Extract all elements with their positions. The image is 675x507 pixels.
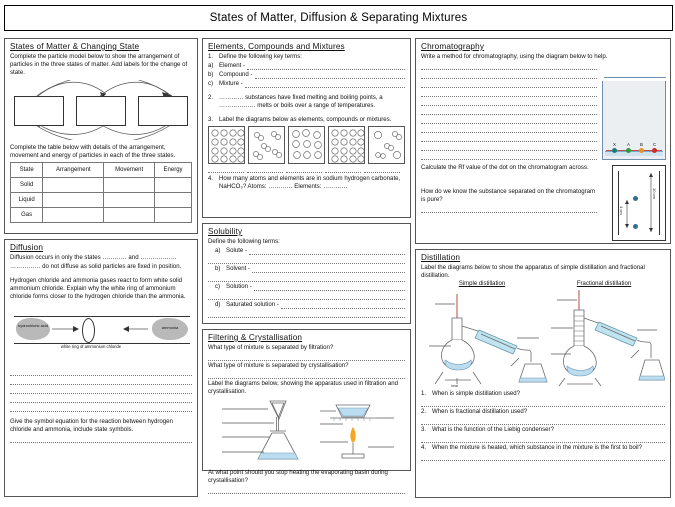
white-ring-caption: white ring of ammonium chloride (60, 344, 122, 349)
diagram-label-1[interactable] (208, 165, 244, 173)
particle-diagram-1 (208, 126, 245, 164)
worksheet-title-bar (4, 5, 673, 31)
q1a-letter: a) (208, 62, 214, 69)
subhead-fractional-distillation: Fractional distillation (576, 281, 632, 287)
elements-q1b (208, 71, 405, 79)
row-label-liquid: Liquid (11, 193, 43, 208)
row-label-gas: Gas (11, 208, 43, 223)
distillation-diagrams (421, 288, 665, 390)
chromatography-purity-answer[interactable] (421, 205, 597, 213)
q3-number: 3. (208, 116, 214, 123)
diffusion-final-question: Give the symbol equation for the reaction between hydrogen chloride and ammonia, include state symbols. (10, 418, 173, 433)
item-b-text: Solvent - (226, 265, 251, 272)
elements-heading: Elements, Compounds and Mixtures (208, 42, 345, 51)
dq4-number: 4. (421, 444, 427, 451)
panel-states-of-matter (4, 38, 198, 234)
panel-diffusion (4, 239, 198, 497)
label-hydrochloric-acid: hydrochloric acid (17, 323, 48, 328)
chromatography-heading: Chromatography (421, 42, 485, 51)
item-c-text: Solution - (226, 283, 252, 290)
distillation-answer-1[interactable] (421, 399, 665, 407)
particle-box-liquid (76, 96, 126, 126)
states-heading: States of Matter & Changing State (10, 42, 140, 51)
q1b-letter: b) (208, 71, 214, 78)
chromatogram-spot-c (652, 148, 657, 153)
filtering-q4-answer[interactable] (208, 486, 405, 494)
particle-box-solid (14, 96, 64, 126)
cell-gas-arrangement[interactable] (43, 208, 104, 223)
distillation-question-4 (421, 444, 665, 452)
chromatography-method-line-1[interactable] (421, 62, 597, 70)
diffusion-answer-line-3[interactable] (10, 386, 192, 394)
particle-diagram-4 (328, 126, 365, 164)
q1a-answer-line[interactable] (247, 62, 405, 70)
table-row (11, 208, 192, 223)
panel-filtering-crystallisation (202, 329, 411, 484)
item-b-line[interactable] (252, 265, 405, 273)
q4-text: How many atoms and elements are in sodium hydrogen carbonate, NaHCO₃? Atoms: ………… Elements: ………… (219, 175, 401, 190)
particle-diagram-5 (368, 126, 405, 164)
dq1-text: When is simple distillation used? (432, 390, 521, 397)
item-d-letter: d) (215, 301, 221, 308)
distillation-heading: Distillation (421, 253, 461, 262)
panel-distillation (415, 249, 671, 498)
solubility-line-d2[interactable] (208, 310, 405, 318)
particle-diagram-3 (288, 126, 325, 164)
measure-label-spot: 4 cm (619, 206, 624, 215)
th-arrangement: Arrangement (43, 163, 104, 178)
chromatography-method-line-10[interactable] (421, 143, 597, 151)
subhead-simple-distillation: Simple distillation (458, 281, 506, 287)
cell-solid-movement[interactable] (104, 178, 155, 193)
table-header-row (11, 163, 192, 178)
chromatography-method-line-9[interactable] (421, 134, 597, 142)
dq3-number: 3. (421, 426, 427, 433)
diffusion-heading: Diffusion (10, 243, 44, 252)
elements-q1a (208, 62, 405, 70)
fractional-distillation-apparatus (551, 290, 665, 386)
chromatography-rf-question: Calculate the Rf value of the dot on the chromatogram across. (421, 164, 589, 171)
q1b-answer-line[interactable] (255, 71, 405, 79)
filtering-q3: Label the diagrams below, showing the apparatus used in filtration and crystallisation. (208, 380, 399, 395)
chromatogram-spot-a (626, 148, 631, 153)
diffusion-tube-diagram (10, 304, 192, 366)
row-label-solid: Solid (11, 178, 43, 193)
panel-chromatography (415, 38, 671, 244)
q2-text: ………… substances have fixed melting and boiling points, a ……………… melts or boils over a range of temperatures. (219, 94, 383, 109)
elements-q2 (208, 94, 405, 110)
filtration-apparatus (222, 401, 298, 459)
elements-q4 (208, 175, 405, 191)
measure-label-total: 10 cm (652, 188, 657, 199)
chromatography-method-line-4[interactable] (421, 89, 597, 97)
chromatogram-spot-b (639, 148, 644, 153)
distillation-answer-3[interactable] (421, 435, 665, 443)
diffusion-answer-line-2[interactable] (10, 377, 192, 385)
q2-number: 2. (208, 94, 214, 101)
chromatography-method-line-3[interactable] (421, 80, 597, 88)
diffusion-answer-line-1[interactable] (10, 368, 192, 376)
diffusion-line-1: Diffusion occurs in only the states ………… and ……………… (10, 254, 177, 261)
q4-number: 4. (208, 175, 214, 182)
cell-solid-arrangement[interactable] (43, 178, 104, 193)
diffusion-answer-line-5[interactable] (10, 404, 192, 412)
item-d-text: Saturated solution - (226, 301, 279, 308)
item-c-letter: c) (215, 283, 221, 290)
rf-chromatogram-diagram (614, 165, 666, 239)
states-intro: Complete the particle model below to show the arrangement of particles in the three states of matter. Add labels for the change of state. (10, 53, 188, 76)
middle-column (202, 38, 411, 484)
item-a-letter: a) (215, 247, 221, 254)
label-ammonia: ammonia (161, 325, 179, 330)
solubility-item-d (208, 301, 405, 309)
solubility-line-a2[interactable] (208, 256, 405, 264)
diagram-label-2[interactable] (247, 165, 283, 173)
distillation-question-3 (421, 426, 665, 434)
filtering-heading: Filtering & Crystallisation (208, 333, 303, 342)
distillation-question-2 (421, 408, 665, 416)
elements-q1c (208, 80, 405, 88)
spot-label-c: C (653, 142, 657, 147)
q1c-answer-line[interactable] (245, 80, 405, 88)
q1a-text: Element - (219, 62, 246, 69)
distillation-answer-2[interactable] (421, 417, 665, 425)
solubility-item-b (208, 265, 405, 273)
elements-q1 (208, 53, 405, 61)
diffusion-paragraph: Hydrogen chloride and ammonia gases react to form white solid ammonium chloride. Explain why the white ring of ammonium chloride forms closer to the hydrogen chloride than the ammonia. (10, 277, 186, 300)
diagram-label-3[interactable] (286, 165, 322, 173)
filtration-crystallisation-diagrams (208, 397, 405, 469)
diagram-label-4[interactable] (325, 165, 361, 173)
cell-solid-energy[interactable] (155, 178, 192, 193)
chromatography-tank (602, 81, 666, 160)
dq2-number: 2. (421, 408, 427, 415)
th-movement: Movement (104, 163, 155, 178)
chromatogram-spot-x (612, 148, 617, 153)
particle-model-diagram (10, 80, 192, 140)
solubility-line-c2[interactable] (208, 292, 405, 300)
filtering-q2: What type of mixture is separated by crystallisation? (208, 362, 349, 369)
filtering-q4: At what point should you stop heating the evaporating basin during crystallisation? (208, 469, 388, 484)
diffusion-answer-line-4[interactable] (10, 395, 192, 403)
panel-solubility (202, 223, 411, 324)
right-column (415, 38, 671, 503)
dq1-number: 1. (421, 390, 427, 397)
cell-liquid-arrangement[interactable] (43, 193, 104, 208)
states-table-intro: Complete the table below with details of the arrangement, movement and energy of particles in each of the three states. (10, 144, 176, 159)
particle-diagram-row (208, 126, 405, 164)
chromatography-method-line-7[interactable] (421, 116, 597, 124)
distillation-answer-4[interactable] (421, 453, 665, 461)
table-row (11, 193, 192, 208)
diagram-label-5[interactable] (364, 165, 400, 173)
q1c-letter: c) (208, 80, 214, 87)
crystallisation-apparatus (320, 405, 394, 458)
svg-text:heat: heat (451, 384, 458, 388)
chromatography-method-line-5[interactable] (421, 98, 597, 106)
particle-box-gas (138, 96, 188, 126)
chromatography-method-line-11[interactable] (421, 152, 597, 160)
dq3-text: What is the function of the Liebig condenser? (432, 426, 554, 433)
chromatography-intro: Write a method for chromatography, using the diagram below to help. (421, 53, 608, 60)
spot-label-a: A (627, 142, 630, 147)
table-row (11, 178, 192, 193)
th-energy: Energy (155, 163, 192, 178)
solubility-item-a (208, 247, 405, 255)
solubility-heading: Solubility (208, 227, 243, 236)
dq4-text: When the mixture is heated, which substance in the mixture is the first to boil? (432, 444, 642, 451)
spot-label-x: X (613, 142, 616, 147)
cell-gas-energy[interactable] (155, 208, 192, 223)
states-table (10, 162, 192, 223)
q1c-text: Mixture - (219, 80, 243, 87)
cell-gas-movement[interactable] (104, 208, 155, 223)
solubility-intro: Define the following terms: (208, 238, 280, 245)
item-a-line[interactable] (249, 247, 405, 255)
q3-text: Label the diagrams below as elements, compounds or mixtures. (219, 116, 392, 123)
distillation-question-1 (421, 390, 665, 398)
chromatography-method-line-2[interactable] (421, 71, 597, 79)
filtering-q2-answer[interactable] (208, 371, 405, 379)
filtering-q1-answer[interactable] (208, 353, 405, 361)
chromatography-method-line-6[interactable] (421, 107, 597, 115)
spot-label-b: B (640, 142, 643, 147)
item-c-line[interactable] (254, 283, 405, 291)
q1-text: Define the following key terms: (219, 53, 302, 60)
solubility-item-c (208, 283, 405, 291)
diffusion-line-2: …………… do not diffuse as solid particles are fixed in position. (10, 263, 182, 270)
panel-elements-compounds-mixtures (202, 38, 411, 218)
cell-liquid-movement[interactable] (104, 193, 155, 208)
left-column (4, 38, 198, 502)
chromatography-purity-question: How do we know the substance separated on the chromatogram is pure? (421, 188, 596, 203)
page-title: States of Matter, Diffusion & Separating Mixtures (209, 12, 468, 24)
filtering-q1: What type of mixture is separated by filtration? (208, 344, 334, 351)
solubility-line-b2[interactable] (208, 274, 405, 282)
dq2-text: When is fractional distillation used? (432, 408, 528, 415)
th-state: State (11, 163, 43, 178)
particle-diagram-2 (248, 126, 285, 164)
q1b-text: Compound - (219, 71, 253, 78)
item-a-text: Solute - (226, 247, 248, 254)
item-d-line[interactable] (281, 301, 405, 309)
item-b-letter: b) (215, 265, 221, 272)
elements-q3 (208, 116, 405, 124)
q1-number: 1. (208, 53, 214, 60)
diffusion-equation-line[interactable] (10, 435, 192, 443)
particle-diagram-label-row (208, 165, 405, 173)
distillation-intro: Label the diagrams below to show the apparatus of simple distillation and fractional distillation. (421, 264, 645, 279)
chromatography-method-line-8[interactable] (421, 125, 597, 133)
cell-liquid-energy[interactable] (155, 193, 192, 208)
simple-distillation-apparatus (429, 294, 547, 388)
